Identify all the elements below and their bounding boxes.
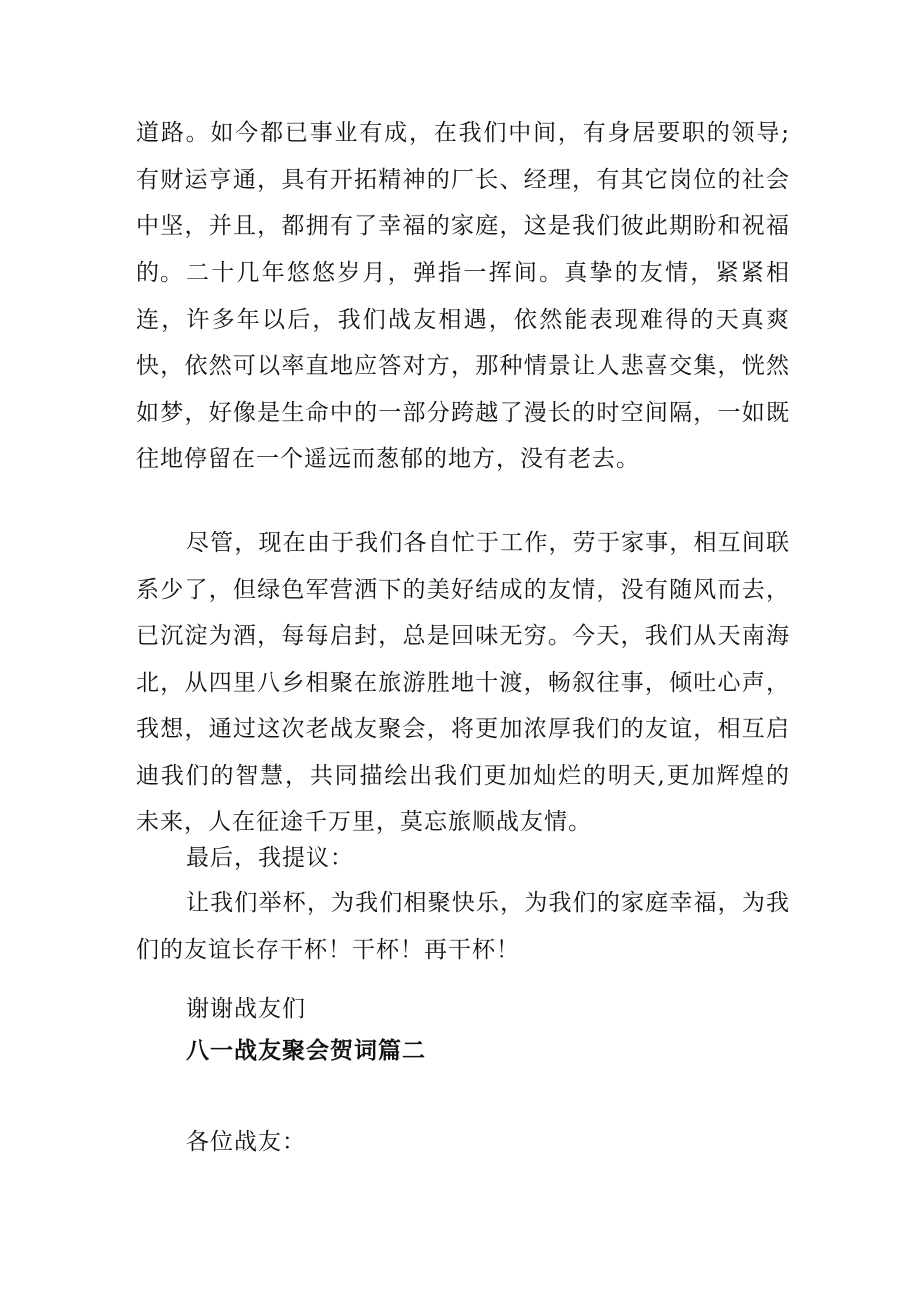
paragraph-friendship: 二十几年悠悠岁月，弹指一挥间。真挚的友情，紧紧相连，许多年以后，我们战友相遇，依然能表现难得的天真爽快，依然可以率直地应答对方，那种情景让人悲喜交集，恍然如梦，好像是生命中的一部分跨越了漫长的时空间隔，一如既往地停留在一个遥远而葱郁的地方，没有老去。 xyxy=(136,260,790,472)
closing-thanks: 谢谢战友们 xyxy=(186,996,306,1022)
paragraph-reunion: 尽管，现在由于我们各自忙于工作，劳于家事，相互间联系少了，但绿色军营洒下的美好结成的友情，没有随风而去，已沉淀为酒，每每启封，总是回味无穷。今天，我们从天南海北，从四里八乡相聚在旅游胜地十渡，畅叙往事，倾吐心声，我想，通过这次老战友聚会，将更加浓厚我们的友谊，相互启迪我们的智慧，共同描绘出我们更加灿烂的明天,更加辉煌的未来，人在征途千万里，莫忘旅顺战友情。 xyxy=(136,530,790,835)
salutation: 各位战友： xyxy=(186,1129,306,1155)
section-heading: 八一战友聚会贺词篇二 xyxy=(186,1037,426,1064)
paragraph-toast: 让我们举杯，为我们相聚快乐，为我们的家庭幸福，为我们的友谊长存干杯！干杯！再干杯！ xyxy=(136,890,790,963)
paragraph-proposal-intro: 最后，我提议： xyxy=(186,845,354,871)
paragraph-continuation: 道路。如今都已事业有成，在我们中间，有身居要职的领导;有财运亨通，具有开拓精神的厂长、经理，有其它岗位的社会中坚，并且，都拥有了幸福的家庭，这是我们彼此期盼和祝福的。 xyxy=(136,120,790,286)
